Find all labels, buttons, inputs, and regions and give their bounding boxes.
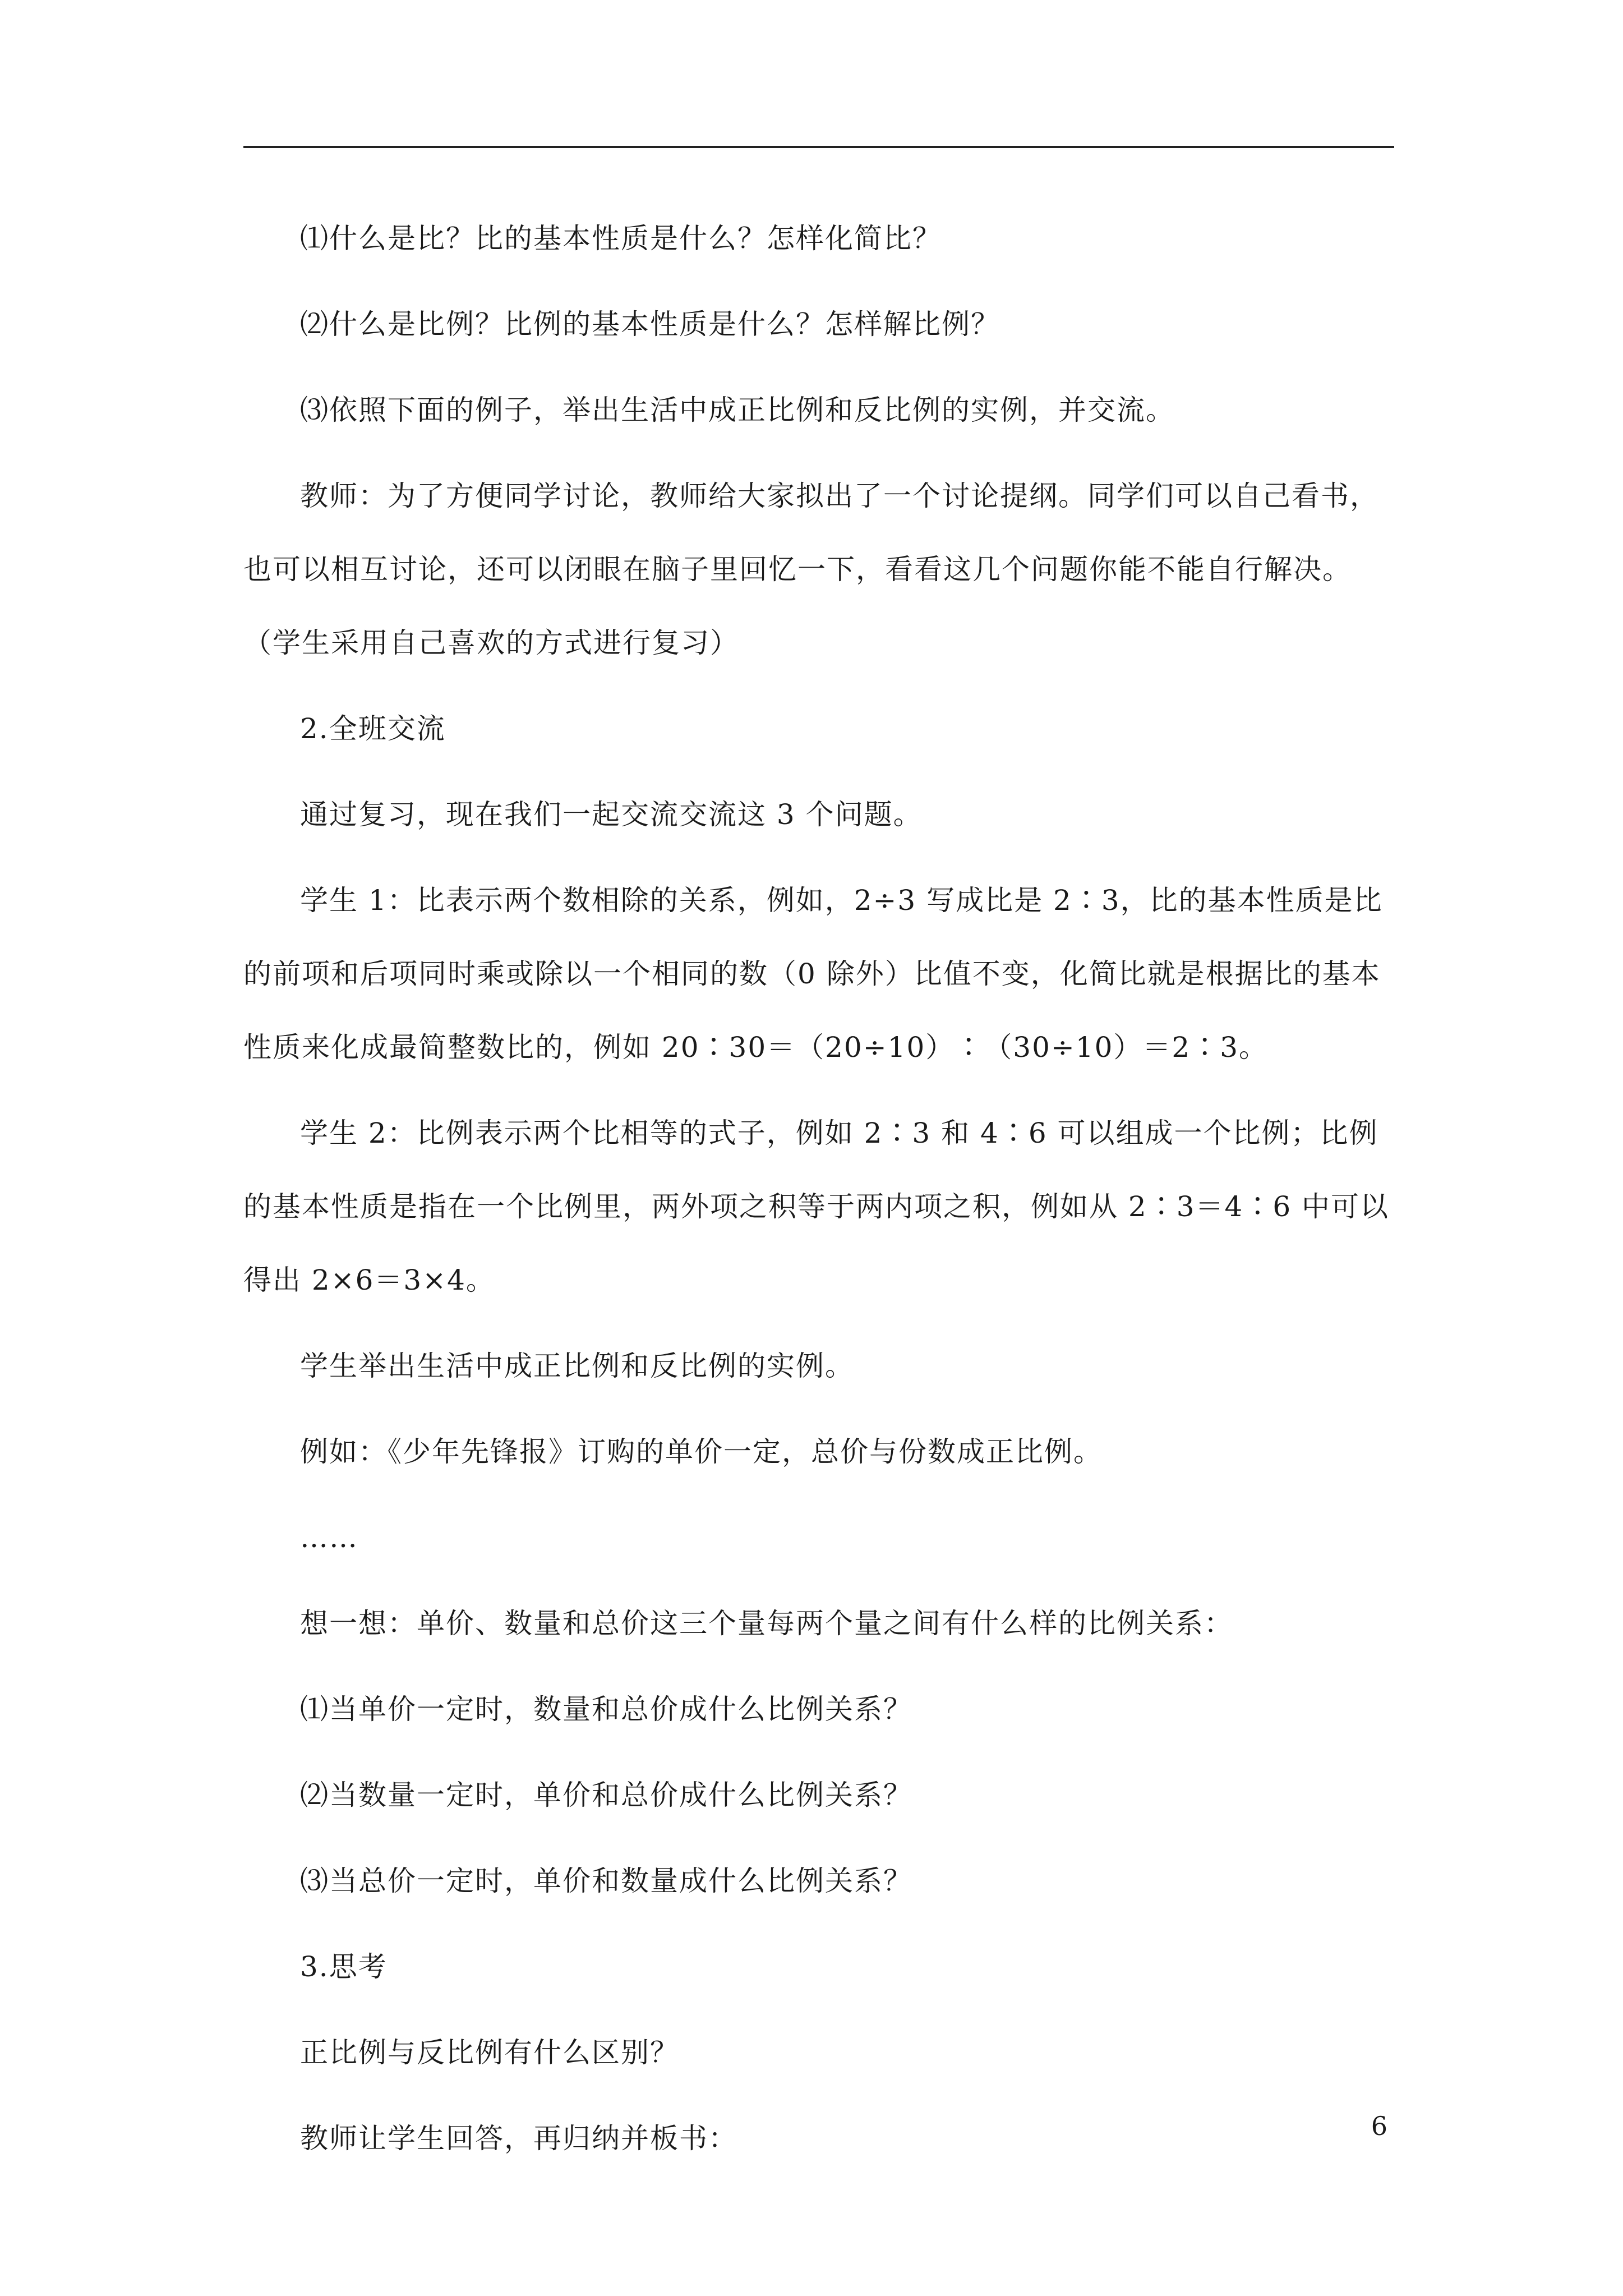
- header-rule: [243, 146, 1394, 148]
- sub-question-3: ⑶当总价一定时，单价和数量成什么比例关系？: [300, 1865, 912, 1897]
- question-3: ⑶依照下面的例子，举出生活中成正比例和反比例的实例，并交流。: [300, 394, 1175, 426]
- teacher-instruction: 教师：为了方便同学讨论，教师给大家拟出了一个讨论提纲。同学们可以自己看书，也可以相互讨论，还可以闭眼在脑子里回忆一下，看看这几个问题你能不能自行解决。（学生采用自己喜欢的方式进行复习）: [243, 480, 1379, 659]
- student-1-answer: 学生 1：比表示两个数相除的关系，例如，2÷3 写成比是 2∶3，比的基本性质是比的前项和后项同时乘或除以一个相同的数（0 除外）比值不变，化简比就是根据比的基本性质来化成最简整数比的，例如 20∶30＝（20÷10）∶（30÷10）＝2∶3。: [243, 884, 1383, 1064]
- page-number: 6: [1371, 2111, 1387, 2141]
- student-examples-intro: 学生举出生活中成正比例和反比例的实例。: [300, 1350, 854, 1382]
- student-2-answer: 学生 2：比例表示两个比相等的式子，例如 2∶3 和 4∶6 可以组成一个比例；比例的基本性质是指在一个比例里，两外项之积等于两内项之积，例如从 2∶3＝4∶6 中可以得出 2×6＝3×4。: [243, 1117, 1390, 1296]
- review-intro: 通过复习，现在我们一起交流交流这 3 个问题。: [300, 798, 923, 831]
- section-heading-2: 2.全班交流: [300, 712, 446, 745]
- sub-question-1: ⑴当单价一定时，数量和总价成什么比例关系？: [300, 1693, 912, 1726]
- section-heading-3: 3.思考: [300, 1950, 388, 1983]
- page-content: [243, 202, 1394, 2188]
- think-prompt: 想一想：单价、数量和总价这三个量每两个量之间有什么样的比例关系：: [300, 1607, 1233, 1640]
- teacher-summary: 教师让学生回答，再归纳并板书：: [300, 2122, 737, 2155]
- sub-question-2: ⑵当数量一定时，单价和总价成什么比例关系？: [300, 1779, 912, 1811]
- question-2: ⑵什么是比例？比例的基本性质是什么？怎样解比例？: [300, 308, 1000, 341]
- ellipsis: ……: [300, 1521, 358, 1554]
- question-1: ⑴什么是比？比的基本性质是什么？怎样化简比？: [300, 222, 942, 255]
- difference-question: 正比例与反比例有什么区别？: [300, 2036, 679, 2069]
- example-sentence: 例如：《少年先锋报》订购的单价一定，总价与份数成正比例。: [300, 1435, 1103, 1468]
